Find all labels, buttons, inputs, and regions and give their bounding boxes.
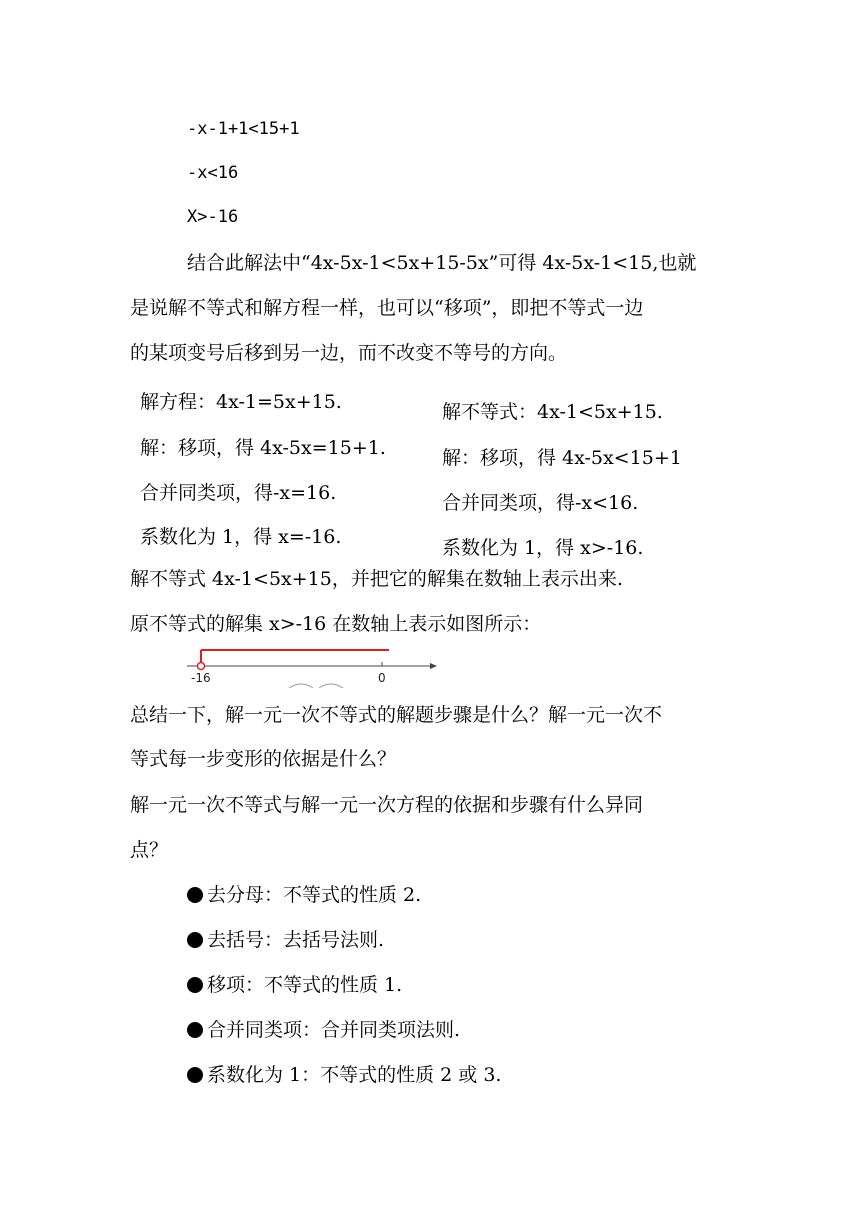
bullet-icon	[187, 977, 203, 993]
bullet-icon	[187, 1067, 203, 1083]
answer-line: 原不等式的解集 x>-16 在数轴上表示如图所示：	[130, 613, 542, 635]
equation-line-3: 合并同类项，得-x=16.	[140, 482, 337, 504]
bullet-icon	[187, 1022, 203, 1038]
inequality-line-1: 解不等式：4x-1<5x+15.	[442, 401, 663, 423]
label-zero: 0	[378, 671, 386, 685]
number-line	[185, 646, 440, 688]
rule-text: 去括号：去括号法则.	[207, 929, 385, 951]
explain-line-3: 的某项变号后移到另一边，而不改变不等号的方向。	[130, 342, 568, 364]
rule-text: 合并同类项：合并同类项法则.	[207, 1019, 461, 1041]
axis-arrow-icon	[430, 663, 437, 669]
rule-item-3	[187, 973, 402, 997]
equation-line-1: 解方程：4x-1=5x+15.	[140, 391, 342, 413]
open-circle-icon	[198, 663, 205, 670]
summary-q1-line-1: 总结一下，解一元一次不等式的解题步骤是什么？解一元一次不	[130, 704, 663, 726]
summary-q2-line-2: 点？	[130, 839, 169, 861]
rule-item-4	[187, 1018, 460, 1042]
summary-q1-line-2: 等式每一步变形的依据是什么？	[130, 748, 397, 770]
label-neg16: -16	[191, 671, 211, 685]
step-line-2: -x<16	[187, 163, 239, 183]
inequality-line-4: 系数化为 1，得 x>-16.	[442, 537, 644, 559]
inequality-line-2: 解：移项，得 4x-5x<15+1	[442, 447, 682, 469]
rule-item-2	[187, 928, 384, 952]
step-line-1: -x-1+1<15+1	[187, 119, 300, 139]
equation-line-2: 解：移项，得 4x-5x=15+1.	[140, 437, 386, 459]
bullet-icon	[187, 887, 203, 903]
rule-item-5	[187, 1063, 501, 1087]
rule-text: 移项：不等式的性质 1.	[207, 974, 403, 996]
rule-item-1	[187, 883, 421, 907]
explain-line-1: 结合此解法中“4x-5x-1<5x+15-5x”可得 4x-5x-1<15,也就	[187, 252, 697, 274]
rule-text: 去分母：不等式的性质 2.	[207, 884, 422, 906]
decor-arc-2	[319, 684, 343, 688]
explain-line-2: 是说解不等式和解方程一样，也可以“移项”，即把不等式一边	[130, 297, 644, 319]
inequality-line-3: 合并同类项，得-x<16.	[442, 492, 639, 514]
decor-arc-1	[289, 684, 313, 688]
step-line-3: X>-16	[187, 207, 239, 227]
equation-line-4: 系数化为 1，得 x=-16.	[140, 526, 342, 548]
task-line: 解不等式 4x-1<5x+15，并把它的解集在数轴上表示出来.	[130, 568, 623, 590]
summary-q2-line-1: 解一元一次不等式与解一元一次方程的依据和步骤有什么异同	[130, 794, 644, 816]
bullet-icon	[187, 932, 203, 948]
rule-text: 系数化为 1：不等式的性质 2 或 3.	[207, 1064, 502, 1086]
